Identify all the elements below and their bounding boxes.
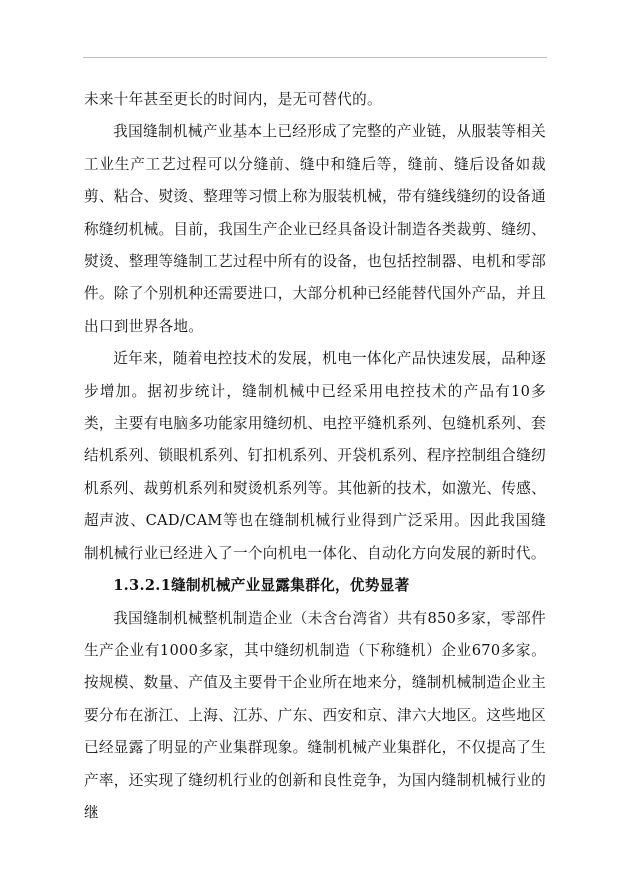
body-text-column xyxy=(84,84,546,829)
paragraph-industry-chain: 我国缝制机械产业基本上已经形成了完整的产业链，从服装等相关工业生产工艺过程可以分缝前、缝中和缝后等，缝前、缝后设备如裁剪、粘合、熨烫、整理等习惯上称为服装机械，带有缝线缝纫的设备通称缝纫机械。目前，我国生产企业已经具备设计制造各类裁剪、缝纫、熨烫、整理等缝制工艺过程中所有的设备，也包括控制器、电机和零部件。除了个别机种还需要进口，大部分机种已经能替代国外产品，并且出口到世界各地。 xyxy=(84,123,546,335)
paragraph-industry-cluster: 我国缝制机械整机制造企业（未含台湾省）共有850多家，零部件生产企业有1000多家，其中缝纫机制造（下称缝机）企业670多家。按规模、数量、产值及主要骨干企业所在地来分，缝制机械制造企业主要分布在浙江、上海、江苏、广东、西安和京、津六大地区。这些地区已经显露了明显的产业集群现象。缝制机械产业集群化，不仅提高了生产率，还实现了缝纫机行业的创新和良性竞争，为国内缝制机械行业的继 xyxy=(84,609,546,821)
paragraph-continuation: 未来十年甚至更长的时间内，是无可替代的。 xyxy=(84,91,382,108)
paragraph-electronic-control: 近年来，随着电控技术的发展，机电一体化产品快速发展，品种逐步增加。据初步统计，缝制机械中已经采用电控技术的产品有10多类，主要有电脑多功能家用缝纫机、电控平缝机系列、包缝机系列、套结机系列、锁眼机系列、钉扣机系列、开袋机系列、程序控制组合缝纫机系列、裁剪机系列和熨烫机系列等。其他新的技术，如激光、传感、超声波、CAD/CAM等也在缝制机械行业得到广泛采用。因此我国缝制机械行业已经进入了一个向机电一体化、自动化方向发展的新时代。 xyxy=(84,350,546,562)
header-divider xyxy=(83,57,547,58)
section-number: 1.3.2.1 xyxy=(113,577,172,595)
section-heading xyxy=(84,570,546,602)
section-title: 缝制机械产业显露集群化，优势显著 xyxy=(171,577,410,595)
